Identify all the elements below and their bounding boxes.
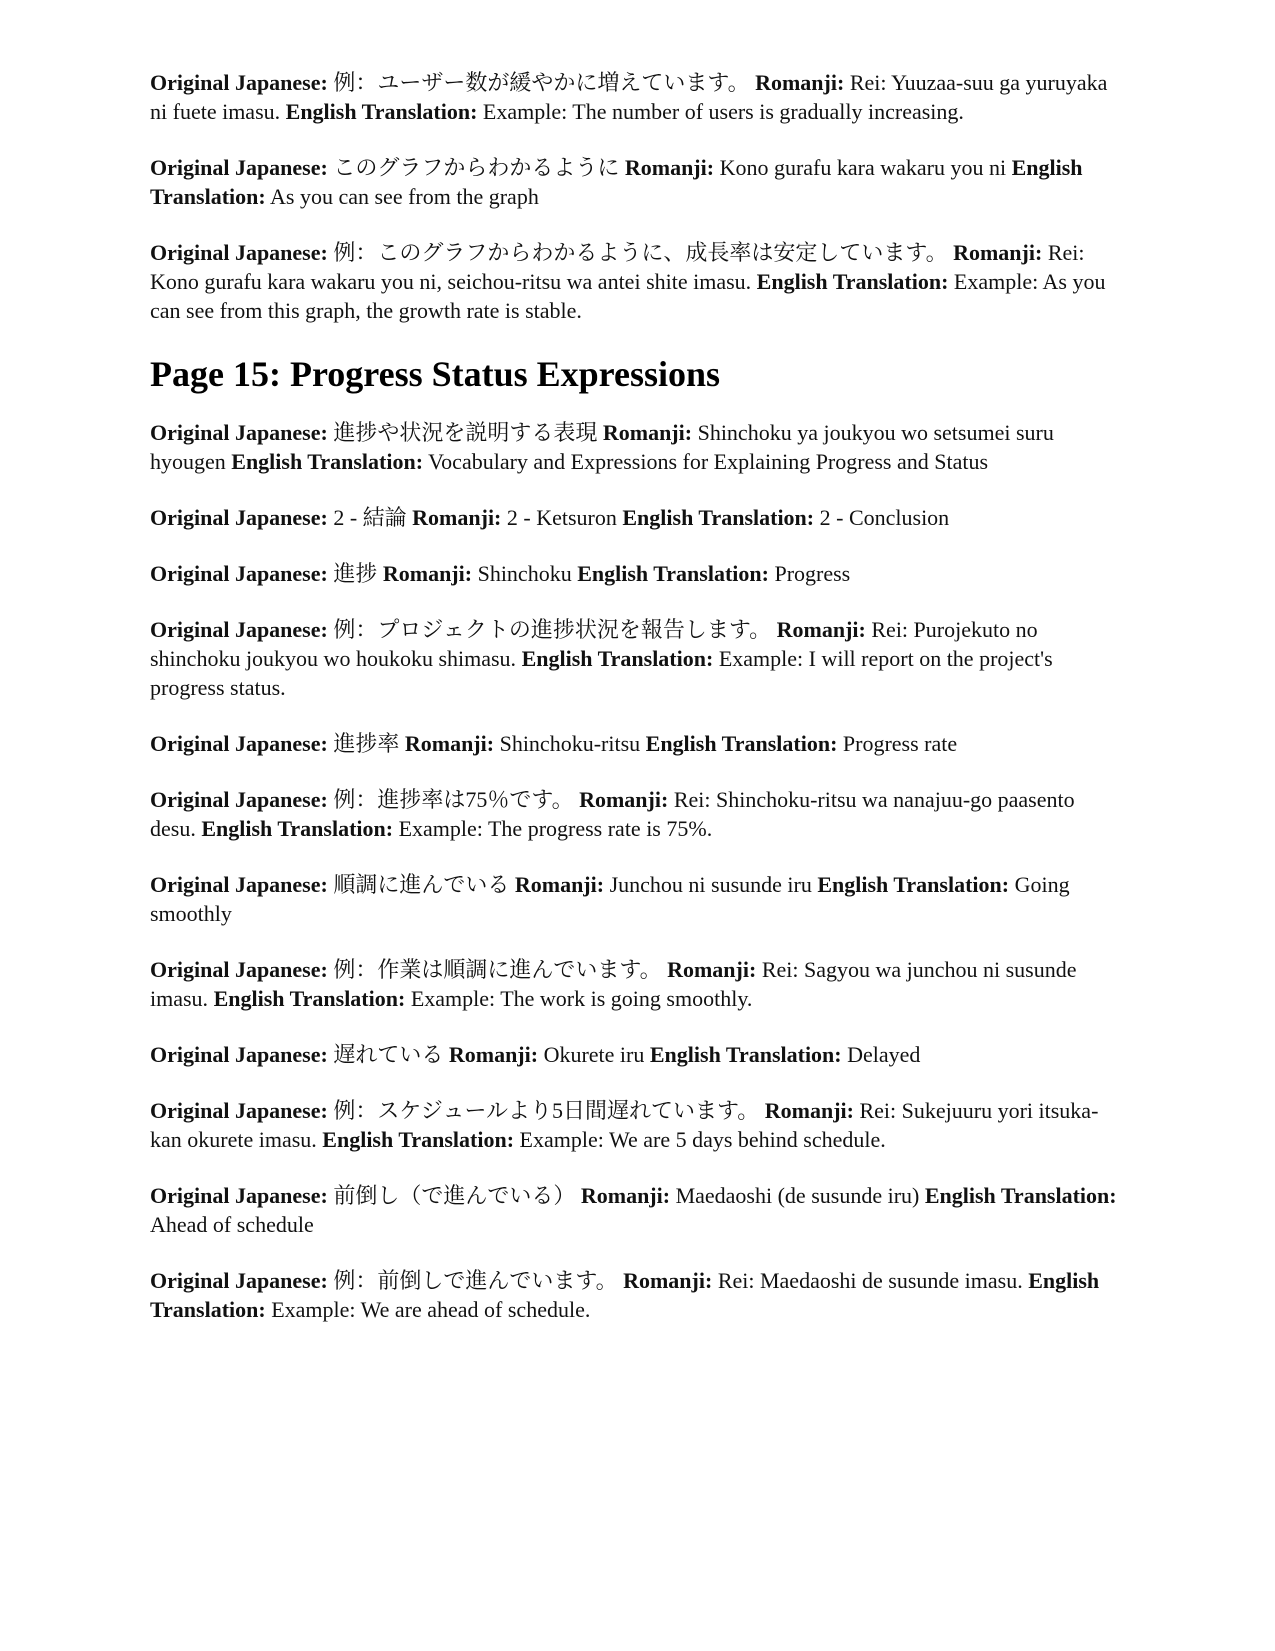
english-label: English Translation:	[285, 99, 478, 124]
japanese-label: Original Japanese:	[150, 1098, 328, 1123]
vocab-entry	[150, 418, 1125, 476]
english-text: Vocabulary and Expressions for Explaining Progress and Status	[428, 449, 989, 474]
english-label: English Translation:	[649, 1042, 842, 1067]
english-label: English Translation:	[150, 1268, 1100, 1322]
english-label: English Translation:	[756, 269, 949, 294]
romaji-label: Romanji:	[514, 872, 605, 897]
japanese-text: 進捗	[333, 561, 378, 586]
english-label: English Translation:	[150, 155, 1083, 209]
vocab-entry	[150, 1096, 1125, 1154]
english-text: 2 - Conclusion	[819, 505, 950, 530]
english-text: Example: We are 5 days behind schedule.	[519, 1127, 886, 1152]
english-text: Example: The progress rate is 75%.	[398, 816, 713, 841]
romaji-text: Rei: Maedaoshi de susunde imasu.	[717, 1268, 1023, 1293]
english-label: English Translation:	[645, 731, 838, 756]
vocab-entry	[150, 503, 1125, 532]
english-text: Example: The number of users is gradually increasing.	[482, 99, 964, 124]
romaji-label: Romanji:	[776, 617, 866, 642]
vocab-entry	[150, 729, 1125, 758]
vocab-entry	[150, 615, 1125, 702]
romaji-text: Rei: Purojekuto no shinchoku joukyou wo houkoku shimasu.	[150, 617, 1038, 671]
japanese-label: Original Japanese:	[150, 561, 328, 586]
english-label: English Translation:	[201, 816, 394, 841]
english-text: As you can see from the graph	[270, 184, 539, 209]
romaji-text: Junchou ni susunde iru	[609, 872, 812, 897]
vocab-entry	[150, 1040, 1125, 1069]
romaji-text: Shinchoku-ritsu	[499, 731, 641, 756]
vocab-entry	[150, 955, 1125, 1013]
romaji-label: Romanji:	[579, 787, 669, 812]
vocab-entry	[150, 153, 1125, 211]
english-text: Progress rate	[842, 731, 958, 756]
japanese-text: 遅れている	[333, 1042, 444, 1067]
romaji-text: Shinchoku ya joukyou wo setsumei suru hyougen	[150, 420, 1054, 474]
japanese-text: 例：スケジュールより5日間遅れています。	[333, 1098, 760, 1123]
romaji-text: Okurete iru	[543, 1042, 645, 1067]
japanese-label: Original Japanese:	[150, 1042, 328, 1067]
japanese-text: 進捗や状況を説明する表現	[333, 420, 598, 445]
japanese-text: 例：ユーザー数が緩やかに増えています。	[333, 70, 750, 95]
romaji-label: Romanji:	[667, 957, 757, 982]
japanese-label: Original Japanese:	[150, 505, 328, 530]
romaji-text: Rei: Sukejuuru yori itsuka-kan okurete imasu.	[150, 1098, 1099, 1152]
japanese-label: Original Japanese:	[150, 155, 328, 180]
japanese-label: Original Japanese:	[150, 1183, 328, 1208]
english-label: English Translation:	[231, 449, 424, 474]
romaji-label: Romanji:	[404, 731, 495, 756]
vocab-entry	[150, 559, 1125, 588]
japanese-text: 2 - 結論	[333, 505, 407, 530]
japanese-text: 例：進捗率は75％です。	[333, 787, 574, 812]
romaji-text: Shinchoku	[477, 561, 572, 586]
document-page	[150, 68, 1125, 1351]
japanese-label: Original Japanese:	[150, 787, 328, 812]
japanese-label: Original Japanese:	[150, 1268, 328, 1293]
romaji-label: Romanji:	[580, 1183, 671, 1208]
japanese-text: このグラフからわかるように	[333, 155, 620, 180]
romaji-label: Romanji:	[755, 70, 845, 95]
japanese-label: Original Japanese:	[150, 617, 328, 642]
romaji-label: Romanji:	[602, 420, 693, 445]
romaji-label: Romanji:	[764, 1098, 854, 1123]
japanese-label: Original Japanese:	[150, 731, 328, 756]
romaji-text: Maedaoshi (de susunde iru)	[675, 1183, 920, 1208]
japanese-label: Original Japanese:	[150, 872, 328, 897]
japanese-label: Original Japanese:	[150, 240, 328, 265]
romaji-text: Rei: Shinchoku-ritsu wa nanajuu-go paasento desu.	[150, 787, 1075, 841]
japanese-text: 進捗率	[333, 731, 400, 756]
romaji-text: 2 - Ketsuron	[506, 505, 617, 530]
japanese-text: 例：作業は順調に進んでいます。	[333, 957, 662, 982]
english-label: English Translation:	[213, 986, 406, 1011]
romaji-label: Romanji:	[382, 561, 473, 586]
japanese-label: Original Japanese:	[150, 957, 328, 982]
vocab-entry	[150, 68, 1125, 126]
english-text: Ahead of schedule	[150, 1212, 314, 1237]
japanese-text: 例：前倒しで進んでいます。	[333, 1268, 618, 1293]
romaji-label: Romanji:	[448, 1042, 539, 1067]
english-text: Progress	[774, 561, 851, 586]
english-text: Example: As you can see from this graph, the growth rate is stable.	[150, 269, 1106, 323]
romaji-text: Rei: Sagyou wa junchou ni susunde imasu.	[150, 957, 1077, 1011]
english-label: English Translation:	[322, 1127, 515, 1152]
romaji-label: Romanji:	[412, 505, 502, 530]
vocab-entry	[150, 1266, 1125, 1324]
english-label: English Translation:	[577, 561, 769, 586]
japanese-text: 前倒し（で進んでいる）	[333, 1183, 576, 1208]
top-entry-list	[150, 68, 1125, 325]
english-label: English Translation:	[817, 872, 1010, 897]
english-label: English Translation:	[521, 646, 714, 671]
section-entry-list	[150, 418, 1125, 1324]
english-text: Example: I will report on the project's progress status.	[150, 646, 1053, 700]
english-text: Delayed	[847, 1042, 921, 1067]
vocab-entry	[150, 870, 1125, 928]
romaji-label: Romanji:	[624, 155, 715, 180]
english-text: Example: The work is going smoothly.	[410, 986, 753, 1011]
vocab-entry	[150, 1181, 1125, 1239]
vocab-entry	[150, 238, 1125, 325]
english-text: Going smoothly	[150, 872, 1070, 926]
section-title: Page 15: Progress Status Expressions	[150, 354, 721, 394]
romaji-label: Romanji:	[953, 240, 1043, 265]
romaji-text: Rei: Yuuzaa-suu ga yuruyaka ni fuete imasu.	[150, 70, 1108, 124]
romaji-text: Rei: Kono gurafu kara wakaru you ni, seichou-ritsu wa antei shite imasu.	[150, 240, 1085, 294]
romaji-text: Kono gurafu kara wakaru you ni	[719, 155, 1007, 180]
romaji-label: Romanji:	[623, 1268, 713, 1293]
english-label: English Translation:	[622, 505, 815, 530]
japanese-text: 順調に進んでいる	[333, 872, 510, 897]
english-label: English Translation:	[924, 1183, 1117, 1208]
japanese-text: 例：このグラフからわかるように、成長率は安定しています。	[333, 240, 948, 265]
japanese-text: 例：プロジェクトの進捗状況を報告します。	[333, 617, 772, 642]
japanese-label: Original Japanese:	[150, 420, 328, 445]
english-text: Example: We are ahead of schedule.	[271, 1297, 591, 1322]
vocab-entry	[150, 785, 1125, 843]
japanese-label: Original Japanese:	[150, 70, 328, 95]
